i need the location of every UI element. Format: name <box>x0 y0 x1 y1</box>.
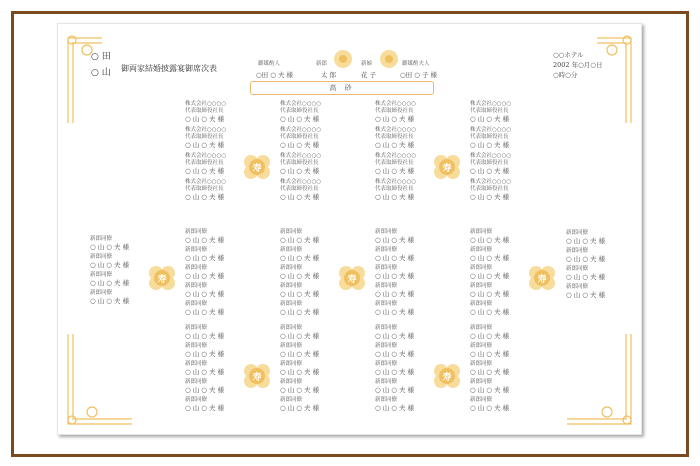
guest-name: ○ 山 ○ 夫 様 <box>185 368 225 376</box>
guest-name: ○ 山 ○ 夫 様 <box>566 237 606 245</box>
kotobuki-label: 寿 <box>442 372 452 383</box>
guest-relation: 新郎同僚 <box>470 283 493 289</box>
guest-entry-company <box>280 101 350 124</box>
guest-name: ○ 山 ○ 夫 様 <box>185 193 225 201</box>
guest-relation: 新郎同僚 <box>185 265 208 271</box>
guest-name: ○ 山 ○ 夫 様 <box>470 404 510 412</box>
guest-entry-colleague <box>185 229 255 245</box>
guest-name: ○ 山 ○ 夫 様 <box>375 350 415 358</box>
guest-name: ○ 山 ○ 夫 様 <box>470 254 510 262</box>
guest-relation: 新郎同僚 <box>566 248 589 254</box>
guest-relation: 新郎同僚 <box>470 379 493 385</box>
guest-name: ○ 山 ○ 夫 様 <box>185 404 225 412</box>
guest-relation: 新郎同僚 <box>470 397 493 403</box>
guest-entry-colleague <box>185 301 255 317</box>
guest-company: 株式会社○○○○ <box>375 101 417 107</box>
guest-company: 株式会社○○○○ <box>470 127 512 133</box>
guest-name: ○ 山 ○ 夫 様 <box>185 141 225 149</box>
guest-relation: 新郎同僚 <box>280 229 303 235</box>
guest-name: ○ 山 ○ 夫 様 <box>280 350 320 358</box>
flower-ornament-left <box>328 48 358 70</box>
guest-relation: 新郎同僚 <box>375 247 398 253</box>
guest-title: 代表取締役社長 <box>470 160 509 166</box>
guest-title: 代表取締役社長 <box>375 134 414 140</box>
corner-ornament-top-right <box>595 28 637 123</box>
guest-name: ○ 山 ○ 夫 様 <box>280 272 320 280</box>
guest-name: ○ 山 ○ 夫 様 <box>375 404 415 412</box>
guest-name: ○ 山 ○ 夫 様 <box>280 254 320 262</box>
page-title: 御両家結婚披露宴御席次表 <box>121 64 217 73</box>
matchmaker-name-right: ○田 ○ 子 様 <box>400 71 438 79</box>
guest-title: 代表取締役社長 <box>470 134 509 140</box>
guest-relation: 新郎同僚 <box>280 301 303 307</box>
guest-title: 代表取締役社長 <box>375 160 414 166</box>
guest-entry-colleague <box>280 397 350 413</box>
guest-relation: 新郎同僚 <box>280 361 303 367</box>
guest-company: 株式会社○○○○ <box>185 101 227 107</box>
guest-entry-company <box>375 179 445 202</box>
guest-entry-company <box>280 127 350 150</box>
event-time: ○時○分 <box>553 71 578 79</box>
guest-name: ○ 山 ○ 夫 様 <box>185 272 225 280</box>
guest-title: 代表取締役社長 <box>280 186 319 192</box>
guest-relation: 新郎同僚 <box>280 283 303 289</box>
guest-name: ○ 山 ○ 夫 様 <box>566 273 606 281</box>
guest-entry-colleague <box>185 325 255 341</box>
guest-relation: 新郎同僚 <box>470 229 493 235</box>
guest-name: ○ 山 ○ 夫 様 <box>280 141 320 149</box>
kotobuki-table-marker <box>338 265 366 291</box>
guest-entry-colleague <box>90 236 160 252</box>
kotobuki-table-marker <box>243 154 271 180</box>
guest-entry-colleague <box>280 343 350 359</box>
guest-relation: 新郎同僚 <box>280 397 303 403</box>
guest-entry-colleague <box>470 229 540 245</box>
head-table-banner: 高 砂 <box>250 81 434 95</box>
guest-entry-colleague <box>375 229 445 245</box>
guest-relation: 新郎同僚 <box>185 229 208 235</box>
corner-ornament-bottom-left <box>62 334 132 430</box>
guest-relation: 新郎同僚 <box>375 379 398 385</box>
guest-entry-company <box>280 153 350 176</box>
groom-name: 太 郎 <box>321 71 337 79</box>
guest-entry-company <box>375 101 445 124</box>
guest-entry-colleague <box>185 397 255 413</box>
guest-name: ○ 山 ○ 夫 様 <box>185 350 225 358</box>
guest-company: 株式会社○○○○ <box>375 153 417 159</box>
guest-relation: 新郎同僚 <box>375 301 398 307</box>
event-date: 2002 年○月○日 <box>553 61 603 69</box>
guest-company: 株式会社○○○○ <box>280 127 322 133</box>
guest-entry-colleague <box>90 290 160 306</box>
guest-title: 代表取締役社長 <box>470 186 509 192</box>
guest-relation: 新郎同僚 <box>185 283 208 289</box>
guest-name: ○ 山 ○ 夫 様 <box>90 261 130 269</box>
guest-name: ○ 山 ○ 夫 様 <box>470 193 510 201</box>
guest-entry-colleague <box>375 283 445 299</box>
guest-entry-company <box>280 179 350 202</box>
guest-relation: 新郎同僚 <box>470 361 493 367</box>
guest-company: 株式会社○○○○ <box>375 179 417 185</box>
guest-name: ○ 山 ○ 夫 様 <box>375 193 415 201</box>
guest-name: ○ 山 ○ 夫 様 <box>470 350 510 358</box>
guest-entry-colleague <box>280 361 350 377</box>
guest-relation: 新郎同僚 <box>375 265 398 271</box>
guest-name: ○ 山 ○ 夫 様 <box>90 243 130 251</box>
guest-title: 代表取締役社長 <box>280 108 319 114</box>
guest-relation: 新郎同僚 <box>185 361 208 367</box>
guest-relation: 新郎同僚 <box>375 343 398 349</box>
guest-name: ○ 山 ○ 夫 様 <box>280 290 320 298</box>
guest-company: 株式会社○○○○ <box>280 153 322 159</box>
guest-entry-company <box>470 127 540 150</box>
guest-entry-colleague <box>185 265 255 281</box>
guest-relation: 新郎同僚 <box>566 284 589 290</box>
guest-entry-colleague <box>375 397 445 413</box>
guest-relation: 新郎同僚 <box>470 265 493 271</box>
kotobuki-label: 寿 <box>442 163 452 174</box>
guest-company: 株式会社○○○○ <box>375 127 417 133</box>
guest-title: 代表取締役社長 <box>375 108 414 114</box>
guest-name: ○ 山 ○ 夫 様 <box>185 308 225 316</box>
guest-entry-colleague <box>375 343 445 359</box>
guest-name: ○ 山 ○ 夫 様 <box>185 254 225 262</box>
guest-relation: 新郎同僚 <box>470 343 493 349</box>
kotobuki-table-marker <box>243 363 271 389</box>
guest-company: 株式会社○○○○ <box>185 127 227 133</box>
guest-relation: 新郎同僚 <box>375 229 398 235</box>
kotobuki-table-marker <box>433 154 461 180</box>
guest-company: 株式会社○○○○ <box>280 101 322 107</box>
guest-entry-colleague <box>375 301 445 317</box>
guest-name: ○ 山 ○ 夫 様 <box>375 115 415 123</box>
guest-name: ○ 山 ○ 夫 様 <box>375 332 415 340</box>
guest-company: 株式会社○○○○ <box>185 153 227 159</box>
guest-name: ○ 山 ○ 夫 様 <box>375 368 415 376</box>
guest-title: 代表取締役社長 <box>470 108 509 114</box>
guest-name: ○ 山 ○ 夫 様 <box>375 236 415 244</box>
guest-name: ○ 山 ○ 夫 様 <box>280 167 320 175</box>
guest-company: 株式会社○○○○ <box>280 179 322 185</box>
guest-entry-colleague <box>280 379 350 395</box>
guest-title: 代表取締役社長 <box>280 160 319 166</box>
kotobuki-label: 寿 <box>157 274 167 285</box>
guest-company: 株式会社○○○○ <box>470 101 512 107</box>
guest-name: ○ 山 ○ 夫 様 <box>470 308 510 316</box>
matchmaker-name-left: ○田 ○ 夫 様 <box>256 71 294 79</box>
guest-title: 代表取締役社長 <box>185 186 224 192</box>
guest-entry-company <box>185 179 255 202</box>
guest-entry-colleague <box>375 325 445 341</box>
guest-relation: 新郎同僚 <box>280 265 303 271</box>
guest-entry-colleague <box>470 343 540 359</box>
guest-name: ○ 山 ○ 夫 様 <box>185 167 225 175</box>
guest-name: ○ 山 ○ 夫 様 <box>185 386 225 394</box>
guest-relation: 新郎同僚 <box>90 236 113 242</box>
kotobuki-label: 寿 <box>252 163 262 174</box>
bride-label: 新婦 <box>361 61 373 67</box>
guest-company: 株式会社○○○○ <box>185 179 227 185</box>
guest-name: ○ 山 ○ 夫 様 <box>280 115 320 123</box>
guest-entry-colleague <box>375 247 445 263</box>
guest-title: 代表取締役社長 <box>280 134 319 140</box>
guest-relation: 新郎同僚 <box>566 230 589 236</box>
guest-relation: 新郎同僚 <box>280 343 303 349</box>
family-name-1: ○ 田 <box>91 52 111 62</box>
guest-entry-colleague <box>280 325 350 341</box>
guest-name: ○ 山 ○ 夫 様 <box>375 386 415 394</box>
matchmaker-label-right: 御媒酌夫人 <box>402 61 430 67</box>
guest-relation: 新郎同僚 <box>280 325 303 331</box>
guest-entry-company <box>470 179 540 202</box>
family-name-2: ○ 山 <box>91 68 111 78</box>
guest-entry-company <box>470 153 540 176</box>
guest-relation: 新郎同僚 <box>185 379 208 385</box>
guest-name: ○ 山 ○ 夫 様 <box>470 141 510 149</box>
guest-entry-colleague <box>280 301 350 317</box>
guest-relation: 新郎同僚 <box>375 283 398 289</box>
guest-entry-colleague <box>280 229 350 245</box>
guest-relation: 新郎同僚 <box>185 247 208 253</box>
guest-name: ○ 山 ○ 夫 様 <box>90 279 130 287</box>
guest-name: ○ 山 ○ 夫 様 <box>280 236 320 244</box>
guest-name: ○ 山 ○ 夫 様 <box>375 167 415 175</box>
seating-chart-paper <box>57 23 642 435</box>
guest-name: ○ 山 ○ 夫 様 <box>375 290 415 298</box>
guest-name: ○ 山 ○ 夫 様 <box>280 308 320 316</box>
corner-ornament-bottom-right <box>567 334 637 430</box>
guest-name: ○ 山 ○ 夫 様 <box>185 290 225 298</box>
guest-name: ○ 山 ○ 夫 様 <box>470 272 510 280</box>
guest-company: 株式会社○○○○ <box>470 179 512 185</box>
guest-name: ○ 山 ○ 夫 様 <box>185 236 225 244</box>
guest-name: ○ 山 ○ 夫 様 <box>470 368 510 376</box>
guest-relation: 新郎同僚 <box>90 254 113 260</box>
guest-entry-colleague <box>280 247 350 263</box>
guest-name: ○ 山 ○ 夫 様 <box>470 167 510 175</box>
guest-name: ○ 山 ○ 夫 様 <box>470 290 510 298</box>
guest-entry-colleague <box>185 343 255 359</box>
guest-relation: 新郎同僚 <box>375 361 398 367</box>
guest-name: ○ 山 ○ 夫 様 <box>185 332 225 340</box>
kotobuki-table-marker <box>528 265 556 291</box>
hotel-name: ○○ホテル <box>553 51 584 59</box>
guest-entry-company <box>185 101 255 124</box>
guest-relation: 新郎同僚 <box>375 325 398 331</box>
guest-entry-company <box>375 127 445 150</box>
guest-entry-company <box>470 101 540 124</box>
guest-entry-colleague <box>185 247 255 263</box>
guest-entry-colleague <box>470 397 540 413</box>
kotobuki-label: 寿 <box>252 372 262 383</box>
guest-name: ○ 山 ○ 夫 様 <box>280 332 320 340</box>
guest-name: ○ 山 ○ 夫 様 <box>566 291 606 299</box>
guest-name: ○ 山 ○ 夫 様 <box>470 236 510 244</box>
matchmaker-label-left: 御媒酌人 <box>258 61 281 67</box>
kotobuki-table-marker <box>433 363 461 389</box>
guest-name: ○ 山 ○ 夫 様 <box>470 332 510 340</box>
guest-name: ○ 山 ○ 夫 様 <box>90 297 130 305</box>
guest-entry-colleague <box>566 248 636 264</box>
guest-entry-colleague <box>375 265 445 281</box>
guest-entry-colleague <box>470 325 540 341</box>
guest-title: 代表取締役社長 <box>185 134 224 140</box>
kotobuki-label: 寿 <box>537 274 547 285</box>
guest-entry-colleague <box>470 379 540 395</box>
guest-name: ○ 山 ○ 夫 様 <box>375 141 415 149</box>
guest-relation: 新郎同僚 <box>470 301 493 307</box>
flower-ornament-right <box>374 48 404 70</box>
guest-name: ○ 山 ○ 夫 様 <box>185 115 225 123</box>
guest-relation: 新郎同僚 <box>470 247 493 253</box>
guest-relation: 新郎同僚 <box>90 290 113 296</box>
guest-entry-company <box>185 127 255 150</box>
guest-entry-colleague <box>470 247 540 263</box>
groom-label: 新郎 <box>316 61 328 67</box>
guest-entry-colleague <box>566 266 636 282</box>
kotobuki-table-marker <box>148 265 176 291</box>
guest-relation: 新郎同僚 <box>185 343 208 349</box>
guest-relation: 新郎同僚 <box>185 397 208 403</box>
guest-name: ○ 山 ○ 夫 様 <box>470 386 510 394</box>
guest-title: 代表取締役社長 <box>185 108 224 114</box>
guest-relation: 新郎同僚 <box>375 397 398 403</box>
guest-entry-colleague <box>566 230 636 246</box>
guest-title: 代表取締役社長 <box>375 186 414 192</box>
guest-relation: 新郎同僚 <box>280 379 303 385</box>
guest-relation: 新郎同僚 <box>470 325 493 331</box>
guest-name: ○ 山 ○ 夫 様 <box>470 115 510 123</box>
guest-relation: 新郎同僚 <box>280 247 303 253</box>
guest-title: 代表取締役社長 <box>185 160 224 166</box>
guest-name: ○ 山 ○ 夫 様 <box>280 193 320 201</box>
guest-name: ○ 山 ○ 夫 様 <box>280 368 320 376</box>
guest-entry-colleague <box>185 283 255 299</box>
guest-relation: 新郎同僚 <box>185 301 208 307</box>
guest-entry-colleague <box>470 301 540 317</box>
guest-entry-colleague <box>566 284 636 300</box>
guest-name: ○ 山 ○ 夫 様 <box>375 308 415 316</box>
guest-name: ○ 山 ○ 夫 様 <box>280 386 320 394</box>
guest-name: ○ 山 ○ 夫 様 <box>280 404 320 412</box>
guest-entry-colleague <box>470 361 540 377</box>
guest-name: ○ 山 ○ 夫 様 <box>375 254 415 262</box>
guest-relation: 新郎同僚 <box>185 325 208 331</box>
guest-relation: 新郎同僚 <box>566 266 589 272</box>
guest-company: 株式会社○○○○ <box>470 153 512 159</box>
kotobuki-label: 寿 <box>347 274 357 285</box>
guest-name: ○ 山 ○ 夫 様 <box>375 272 415 280</box>
bride-name: 花 子 <box>361 71 377 79</box>
guest-name: ○ 山 ○ 夫 様 <box>566 255 606 263</box>
guest-relation: 新郎同僚 <box>90 272 113 278</box>
